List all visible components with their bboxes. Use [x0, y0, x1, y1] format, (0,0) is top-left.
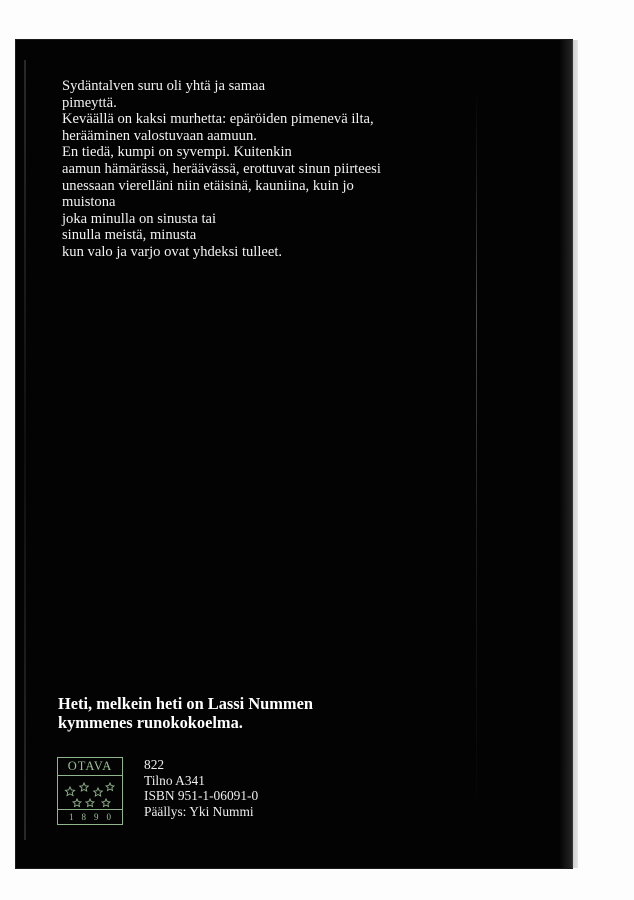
poem-line: muistona [62, 194, 116, 211]
publication-info [144, 757, 258, 819]
poem-line: Sydäntalven suru oli yhtä ja samaa [62, 78, 266, 94]
cover-designer: Päällys: Yki Nummi [144, 803, 254, 819]
poem-line: pimeyttä. [62, 94, 117, 111]
otava-publisher-logo [57, 757, 123, 825]
logo-year: 1890 [58, 809, 122, 824]
cover-crease [476, 90, 477, 830]
blurb-line: kymmenes runokokoelma. [58, 713, 243, 732]
star-constellation-icon [62, 777, 118, 811]
poem-line: aamun hämärässä, heräävässä, erottuvat sinun piirteesi [62, 160, 381, 177]
poem-line: herääminen valostuvaan aamuun. [62, 127, 257, 144]
poem-line: joka minulla on sinusta tai [62, 210, 217, 227]
poem-line: kun valo ja varjo ovat yhdeksi tulleet. [62, 243, 283, 260]
poem-line: unessaan vierelläni niin etäisinä, kauniina, kuin jo [62, 177, 354, 194]
cover-edge-shadow [560, 40, 578, 868]
order-number: Tilno A341 [144, 772, 205, 788]
isbn: ISBN 951-1-06091-0 [144, 788, 259, 804]
poem-line: En tiedä, kumpi on syvempi. Kuitenkin [62, 144, 292, 161]
poem-line: sinulla meistä, minusta [62, 227, 197, 244]
blurb-text [58, 694, 313, 732]
blurb-line: Heti, melkein heti on Lassi Nummen [58, 694, 313, 713]
poem-line: Keväällä on kaksi murhetta: epäröiden pimenevä ilta, [62, 111, 374, 128]
logo-name: OTAVA [58, 758, 122, 776]
classification-number: 822 [144, 757, 165, 772]
cover-spine-crease [24, 60, 26, 840]
poem-text [62, 78, 462, 261]
